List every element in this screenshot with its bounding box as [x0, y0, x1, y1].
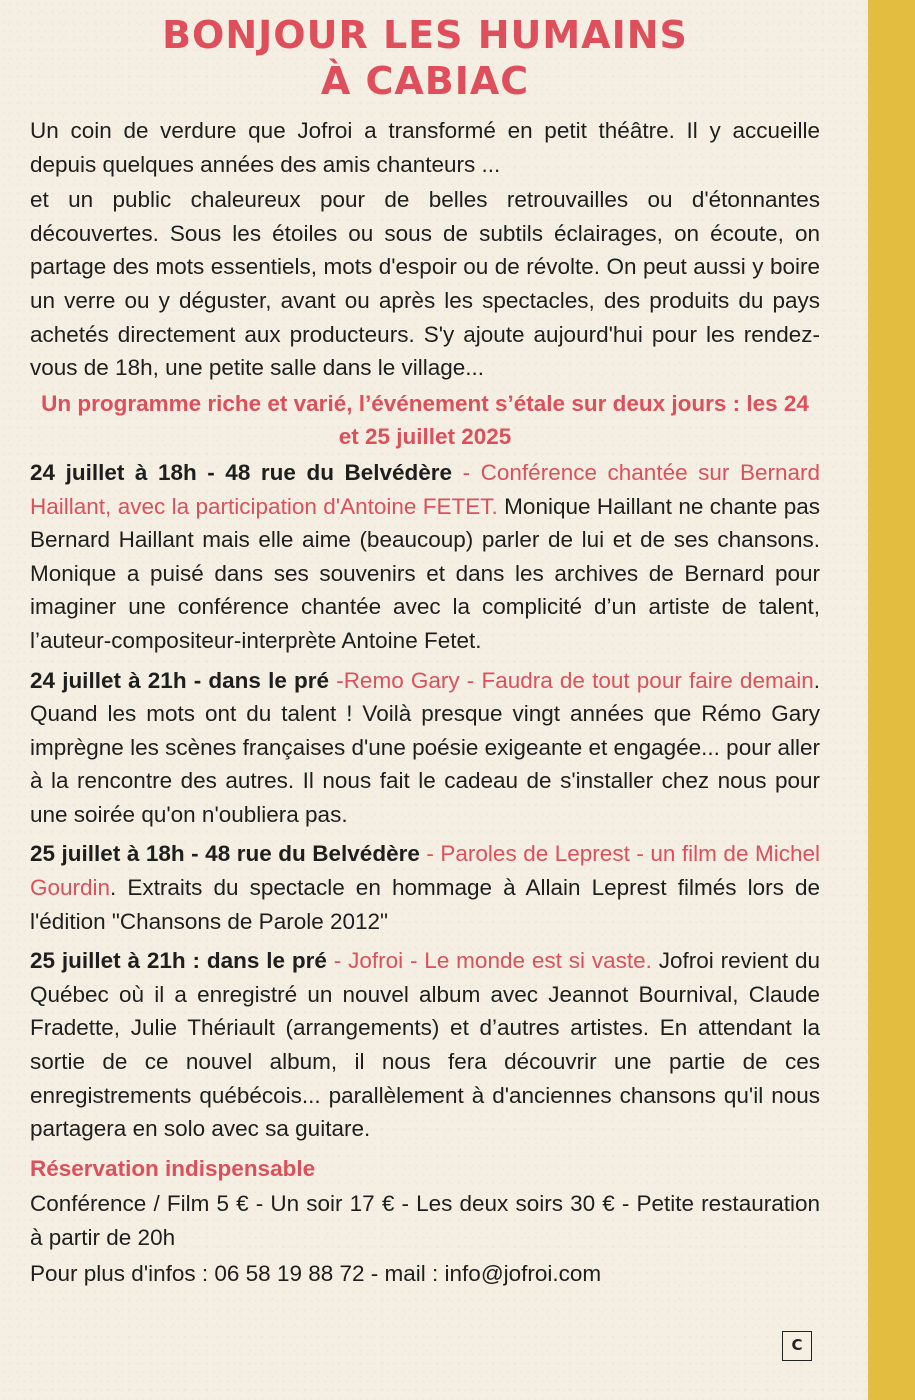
event-title: Conférence chantée sur Bernard Haillant, avec la participation d'Antoine FETET. [30, 459, 820, 519]
event-when: 24 juillet à 21h - dans le pré [30, 667, 330, 693]
event-item [30, 456, 820, 658]
title-line-1: BONJOUR LES HUMAINS [162, 13, 688, 57]
event-item [30, 837, 820, 938]
event-separator: - [419, 841, 441, 867]
event-separator: - [452, 459, 481, 485]
corner-logo-mark: C [782, 1331, 812, 1361]
yellow-side-band [868, 0, 915, 1400]
reservation-title: Réservation indispensable [30, 1155, 316, 1181]
event-description: . Quand les mots ont du talent ! Voilà presque vingt années que Rémo Gary imprègne les scènes françaises d'une poésie exigeante et engagée... pour aller à la rencontre des autres. Il nous fait le cadeau de s'installer chez nous pour une soirée qu'on n'oubliera pas. [30, 667, 820, 827]
reservation-prices: Conférence / Film 5 € - Un soir 17 € - Les deux soirs 30 € - Petite restauration à partir de 20h [30, 1191, 820, 1250]
event-title: Remo Gary - Faudra de tout pour faire demain [343, 667, 814, 693]
page-title [30, 12, 820, 104]
event-when: 25 juillet à 21h : dans le pré [30, 948, 327, 974]
event-title: Paroles de Leprest - un film de Michel Gourdin [30, 841, 820, 901]
intro-paragraph-2: et un public chaleureux pour de belles retrouvailles ou d'étonnantes découvertes. Sous les étoiles ou sous de subtils éclairages, on écoute, on partage des mots essentiels, mots d'espoir ou de révolte. On peut aussi y boire un verre ou y déguster, avant ou après les spectacles, des produits du pays achetés directement aux producteurs. S'y ajoute aujourd'hui pour les rendez-vous de 18h, une petite salle dans le village... [30, 187, 820, 381]
event-title: Jofroi - Le monde est si vaste. [348, 948, 652, 974]
contact-info: Pour plus d'infos : 06 58 19 88 72 - mail : info@jofroi.com [30, 1260, 602, 1286]
title-line-2: À CABIAC [320, 59, 530, 103]
event-description: Jofroi revient du Québec où il a enregistré un nouvel album avec Jeannot Bournival, Claude Fradette, Julie Thériault (arrangements) et d’autres artistes. En attendant la sortie de ce nouvel album, il nous fera découvrir une partie de ces enregistrements québécois... parallèlement à d'anciennes chansons qu'il nous partagera en solo avec sa guitare. [30, 948, 821, 1142]
event-item [30, 944, 820, 1146]
event-separator: - [326, 948, 349, 974]
intro-paragraph-1: Un coin de verdure que Jofroi a transformé en petit théâtre. Il y accueille depuis quelques années des amis chanteurs ... [30, 118, 820, 177]
event-item [30, 664, 820, 832]
event-description: . Extraits du spectacle en hommage à Allain Leprest filmés lors de l'édition "Chansons de Parole 2012" [30, 875, 820, 934]
event-when: 24 juillet à 18h - 48 rue du Belvédère [30, 459, 453, 485]
event-description: Monique Haillant ne chante pas Bernard Haillant mais elle aime (beaucoup) parler de lui et de ses chansons. Monique a puisé dans ses souvenirs et dans les archives de Bernard pour imaginer une conférence chantée avec la complicité d’un artiste de talent, l’auteur-compositeur-interprète Antoine Fetet. [30, 493, 820, 653]
article-body [30, 114, 820, 1292]
program-highlight: Un programme riche et varié, l’événement s’étale sur deux jours : les 24 et 25 juillet 2025 [41, 390, 809, 450]
event-when: 25 juillet à 18h - 48 rue du Belvédère [30, 841, 420, 867]
event-separator: - [329, 667, 344, 693]
